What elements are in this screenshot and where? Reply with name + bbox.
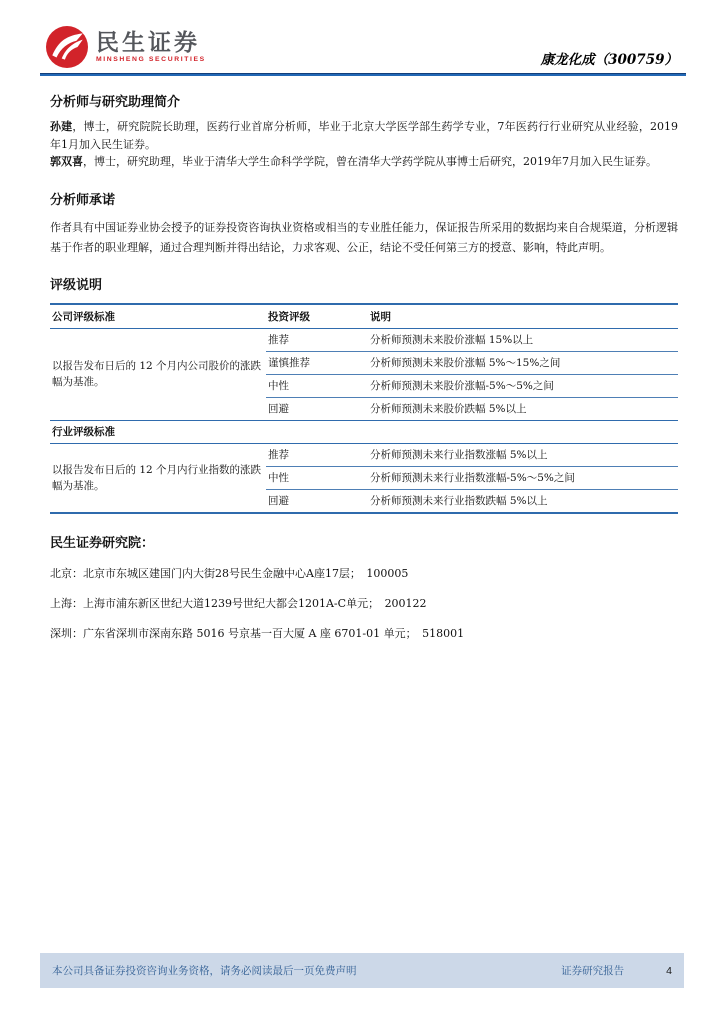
- description-cell: 分析师预测未来股价涨幅 5%～15%之间: [368, 351, 678, 374]
- analyst-bio: [50, 153, 678, 171]
- analyst-bio-text: ，博士，研究助理，毕业于清华大学生命科学学院，曾在清华大学药学院从事博士后研究，2019年7月加入民生证券。: [83, 155, 657, 168]
- rating-table: [50, 303, 678, 514]
- rating-cell: 中性: [266, 374, 368, 397]
- rating-heading: 评级说明: [50, 277, 103, 293]
- rating-table-header-row: [50, 304, 678, 329]
- description-cell: 分析师预测未来行业指数涨幅 5%以上: [368, 443, 678, 466]
- table-row: [50, 328, 678, 351]
- address-shenzhen: 深圳：广东省深圳市深南东路 5016 号京基一百大厦 A 座 6701-01 单元； 518001: [50, 626, 465, 640]
- content-column: [50, 91, 678, 641]
- industry-standard-row: [50, 420, 678, 443]
- rating-cell: 推荐: [266, 443, 368, 466]
- col-header-description: 说明: [368, 304, 678, 329]
- description-cell: 分析师预测未来股价跌幅 5%以上: [368, 397, 678, 420]
- col-header-company-standard: 公司评级标准: [50, 304, 266, 329]
- rating-cell: 中性: [266, 466, 368, 489]
- description-cell: 分析师预测未来股价涨幅 15%以上: [368, 328, 678, 351]
- footer-right-group: [561, 963, 672, 978]
- rating-cell: 回避: [266, 397, 368, 420]
- analyst-name: 孙建: [50, 120, 73, 133]
- institute-heading: 民生证券研究院：: [50, 535, 155, 551]
- page-footer: [40, 953, 684, 988]
- footer-report-type: 证券研究报告: [561, 965, 625, 977]
- industry-basis-cell: 以报告发布日后的 12 个月内行业指数的涨跌幅为基准。: [50, 443, 266, 513]
- commitment-body: 作者具有中国证券业协会授予的证券投资咨询执业资格或相当的专业胜任能力，保证报告所采用的数据均来自合规渠道，分析逻辑基于作者的职业理解，通过合理判断并得出结论，力求客观、公正，结论不受任何第三方的授意、影响，特此声明。: [50, 220, 678, 254]
- analyst-bio-text: ，博士，研究院院长助理，医药行业首席分析师，毕业于北京大学医学部生药学专业，7年医药行行业研究从业经验，2019年1月加入民生证券。: [50, 120, 678, 151]
- company-basis-cell: 以报告发布日后的 12 个月内公司股价的涨跌幅为基准。: [50, 328, 266, 420]
- logo-name-en: MINSHENG SECURITIES: [96, 55, 206, 63]
- rating-cell: 推荐: [266, 328, 368, 351]
- minsheng-logo-icon: [46, 26, 88, 68]
- rating-cell: 回避: [266, 489, 368, 513]
- commitment-heading: 分析师承诺: [50, 192, 116, 208]
- table-row: [50, 443, 678, 466]
- intro-heading: 分析师与研究助理简介: [50, 95, 181, 110]
- address-beijing: 北京：北京市东城区建国门内大街28号民生金融中心A座17层； 100005: [50, 566, 409, 580]
- header-logo: [46, 26, 206, 68]
- rating-cell: 谨慎推荐: [266, 351, 368, 374]
- description-cell: 分析师预测未来股价涨幅-5%～5%之间: [368, 374, 678, 397]
- industry-standard-header-cell: 行业评级标准: [50, 420, 678, 443]
- logo-name-cn: 民生证券: [96, 28, 200, 55]
- col-header-investment-rating: 投资评级: [266, 304, 368, 329]
- footer-disclaimer: 本公司具备证券投资咨询业务资格，请务必阅读最后一页免费声明: [52, 965, 357, 977]
- analyst-bio: [50, 118, 678, 153]
- logo-text: [96, 28, 206, 64]
- doc-title: 康龙化成（300759）: [540, 52, 678, 68]
- header-rule: [40, 73, 686, 76]
- description-cell: 分析师预测未来行业指数涨幅-5%～5%之间: [368, 466, 678, 489]
- description-cell: 分析师预测未来行业指数跌幅 5%以上: [368, 489, 678, 513]
- address-shanghai: 上海：上海市浦东新区世纪大道1239号世纪大都会1201A-C单元； 200122: [50, 596, 427, 610]
- footer-page-number: 4: [666, 964, 672, 977]
- analyst-name: 郭双喜: [50, 155, 83, 168]
